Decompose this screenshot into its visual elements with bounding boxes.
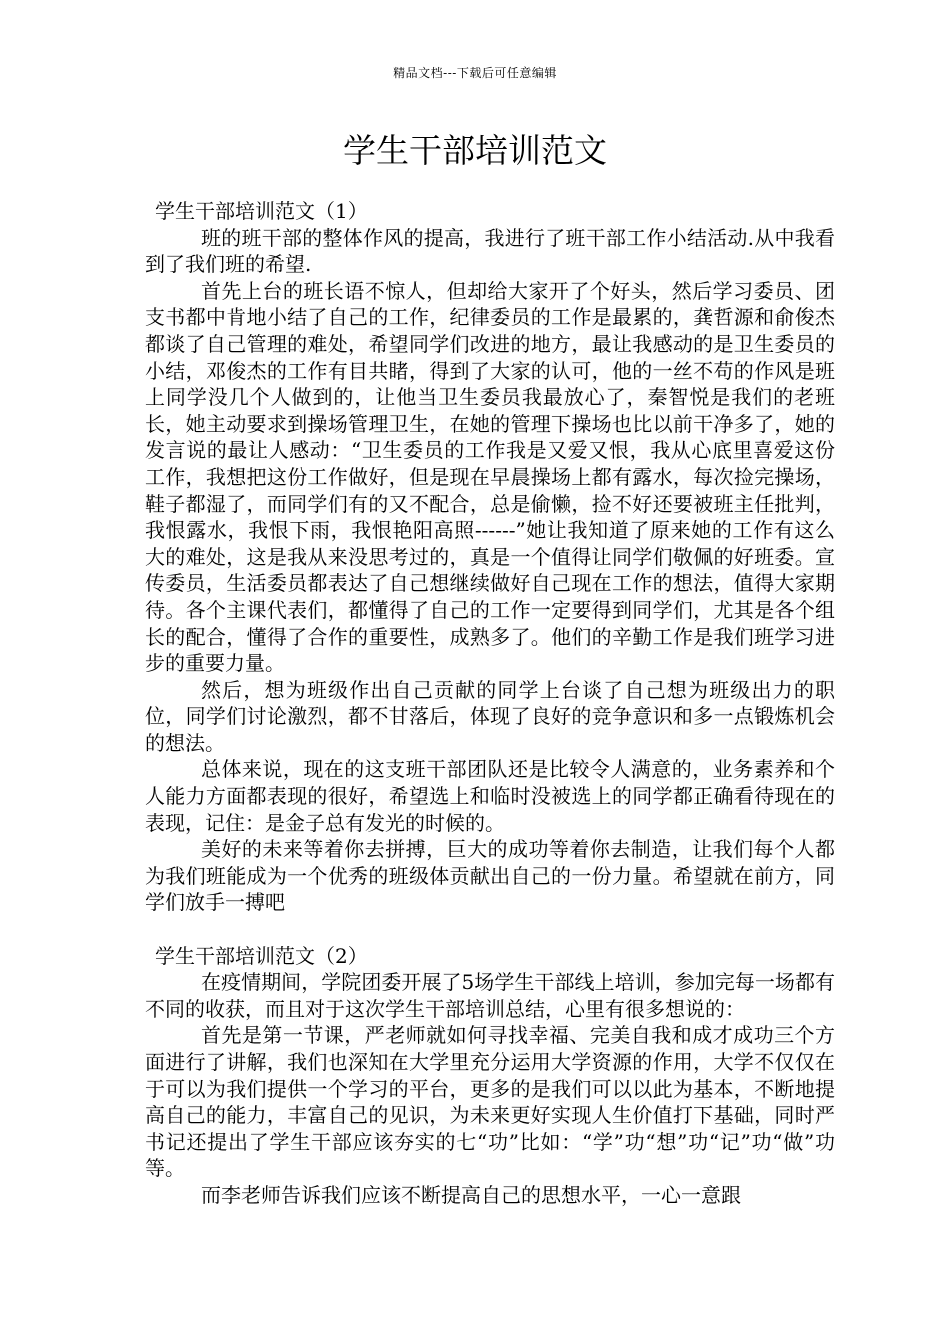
paragraph: 首先上台的班长语不惊人，但却给大家开了个好头，然后学习委员、团支书都中肯地小结了自己的工作，纪律委员的工作是最累的，龚哲源和俞俊杰都谈了自己管理的难处，希望同学们改进的地方，最让我感动的是卫生委员的小结，邓俊杰的工作有目共睹，得到了大家的认可，他的一丝不苟的作风是班上同学没几个人做到的，让他当卫生委员我最放心了，秦智悦是我们的老班长，她主动要求到操场管理卫生，在她的管理下操场也比以前干净多了，她的发言说的最让人感动：“卫生委员的工作我是又爱又恨，我从心底里喜爱这份工作，我想把这份工作做好，但是现在早晨操场上都有露水，每次捡完操场，鞋子都湿了，而同学们有的又不配合，总是偷懒，捡不好还要被班主任批判，我恨露水，我恨下雨，我恨艳阳高照------”她让我知道了原来她的工作有这么大的难处，这是我从来没思考过的，真是一个值得让同学们敬佩的好班委。宣传委员，生活委员都表达了自己想继续做好自己现在工作的想法，值得大家期待。各个主课代表们，都懂得了自己的工作一定要得到同学们，尤其是各个组长的配合，懂得了合作的重要性，成熟多了。他们的辛勤工作是我们班学习进步的重要力量。 (145, 278, 835, 676)
paragraph: 班的班干部的整体作风的提高，我进行了班干部工作小结活动.从中我看到了我们班的希望. (145, 225, 835, 277)
section-1 (145, 198, 835, 916)
header-note: 精品文档---下载后可任意编辑 (393, 66, 557, 80)
document-body (145, 198, 835, 1209)
section-spacer (145, 916, 835, 943)
paragraph: 然后，想为班级作出自己贡献的同学上台谈了自己想为班级出力的职位，同学们讨论激烈，都不甘落后，体现了良好的竞争意识和多一点锻炼机会的想法。 (145, 677, 835, 755)
document-title: 学生干部培训范文 (343, 131, 607, 170)
section-heading: 学生干部培训范文（1） (155, 199, 368, 223)
section-2 (145, 943, 835, 1209)
paragraph: 美好的未来等着你去拼搏，巨大的成功等着你去制造，让我们每个人都为我们班能成为一个优秀的班级体贡献出自己的一份力量。希望就在前方，同学们放手一搏吧 (145, 837, 835, 915)
paragraph: 首先是第一节课，严老师就如何寻找幸福、完美自我和成才成功三个方面进行了讲解，我们也深知在大学里充分运用大学资源的作用，大学不仅仅在于可以为我们提供一个学习的平台，更多的是我们可以以此为基本，不断地提高自己的能力，丰富自己的见识，为未来更好实现人生价值打下基础，同时严书记还提出了学生干部应该夯实的七“功”比如：“学”功“想”功“记”功“做”功等。 (145, 1023, 835, 1181)
paragraph: 在疫情期间，学院团委开展了5场学生干部线上培训，参加完每一场都有不同的收获，而且对于这次学生干部培训总结，心里有很多想说的： (145, 970, 835, 1021)
section-heading: 学生干部培训范文（2） (155, 943, 368, 968)
paragraph: 总体来说，现在的这支班干部团队还是比较令人满意的，业务素养和个人能力方面都表现的很好，希望选上和临时没被选上的同学都正确看待现在的表现，记住：是金子总有发光的时候的。 (145, 757, 835, 835)
paragraph: 而李老师告诉我们应该不断提高自己的思想水平，一心一意跟 (201, 1182, 741, 1207)
